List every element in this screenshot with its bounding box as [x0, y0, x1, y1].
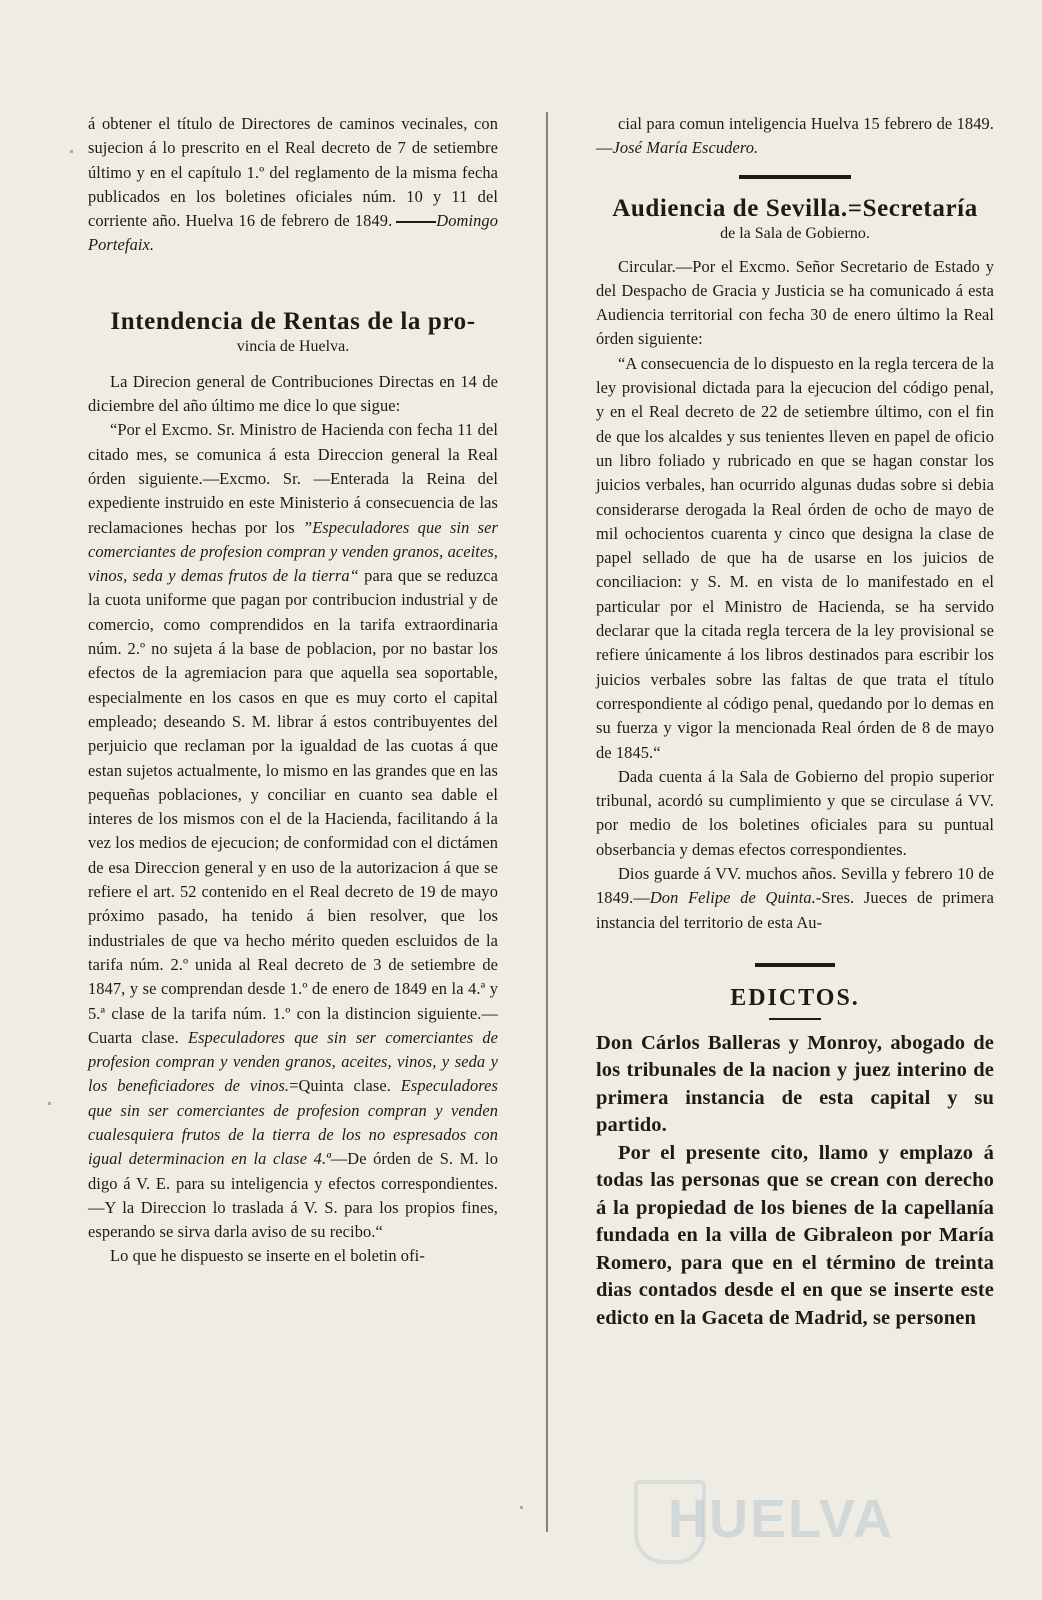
- paragraph: [596, 862, 994, 935]
- paragraph: [88, 418, 498, 1244]
- italic-text: Especuladores que sin ser comerciantes de profesion compran y venden granos, aceites, vinos, y seda y los beneficiadores de vinos.: [88, 1027, 498, 1096]
- section-rule: [755, 963, 835, 967]
- section-subheading: vincia de Huelva.: [236, 337, 350, 355]
- paragraph: [88, 112, 498, 258]
- edict-heading: EDICTOS.: [730, 984, 860, 1011]
- section-subheading: de la Sala de Gobierno.: [720, 224, 870, 242]
- print-speck: [70, 150, 73, 153]
- signature: José María Escudero.: [612, 138, 759, 158]
- right-column: [596, 112, 994, 1332]
- paragraph-text: —De órden de S. M. lo digo á V. E. para su inteligencia y efectos correspondientes.—Y la Direccion lo traslada á V. S. para los propios fines, esperando se sirva darla aviso de su recibo.“: [88, 1149, 498, 1242]
- left-column: [88, 112, 498, 1269]
- print-speck: [520, 1506, 523, 1509]
- paragraph-text: para que se reduzca la cuota uniforme que pagan por contribucion industrial y de comercio, como comprendidos en la tarifa extraordinaria núm. 2.º no sujeta á la base de poblacion, por no bastar los efectos de la agremiacion para que aquella sea soportable, especialmente en los casos en que es muy corto el capital empleado; deseando S. M. librar á estos contribuyentes del perjuicio que reclaman por la igualdad de las cuotas á que estan sujetos actualmente, lo mismo en las grandes que en las pequeñas poblaciones, y conciliar en cuanto sea dable el interes de los mismos con el de la Hacienda, facilitando á la vez los medios de ejecucion; de conformidad con el dictámen de esa Direccion general y en uso de la autorizacion á que se refiere el art. 52 contenido en el Real decreto de 19 de mayo próximo pasado, ha tenido á bien resolver, que los industriales de que va hecho mérito queden escluidos de la tarifa núm. 2.º unida al Real decreto de 3 de setiembre de 1847, y se comprendan desde 1.º de enero de 1849 en la 4.ª y 5.ª clase de la tarifa núm. 1.º con la distincion siguiente.— Cuarta clase.: [88, 566, 499, 1047]
- edict-paragraph: Por el presente cito, llamo y emplazo á todas las personas que se crean con derecho á la propiedad de los bienes de la capellanía fundada en la villa de Gibraleon por María Romero, para que en el término de treinta dias contados desde el en que se inserte este edicto en la Gaceta de Madrid, se personen: [596, 1141, 994, 1329]
- edict-body: [596, 1030, 994, 1333]
- paragraph: “A consecuencia de lo dispuesto en la regla tercera de la ley provisional dictada para la ejecucion del código penal, y en el Real decreto de 22 de setiembre último, con el fin de que los alcaldes y sus tenientes lleven en papel de oficio un libro foliado y rubricado en que se hagan constar los juicios verbales, han ocurrido algunas dudas sobre si debia considerarse derogada la Real órden de ocho de mayo de mil ochocientos cuarenta y cinco que designa la clase de papel sellado de que ha de usarse en los juicios de conciliacion: y S. M. en vista de lo manifestado en el particular por el Ministro de Hacienda, se ha servido declarar que la citada regla tercera de la ley provisional se refiere únicamente á los libros destinados para escribir los juicios verbales sobre las faltas de que trata el título correspondiente al código penal, quedando por lo demas en su fuerza y vigor la mencionada Real órden de 8 de mayo de 1845.“: [596, 353, 994, 762]
- paragraph: Dada cuenta á la Sala de Gobierno del propio superior tribunal, acordó su cumplimiento y que se circulase á VV. por medio de los boletines oficiales para su puntual obserbancia y demas efectos correspondientes.: [596, 766, 994, 859]
- section-heading: Intendencia de Rentas de la pro-: [110, 307, 476, 335]
- edict-paragraph: Don Cárlos Balleras y Monroy, abogado de los tribunales de la nacion y juez interino de primera instancia de esta capital y su partido.: [596, 1031, 994, 1137]
- paragraph: Circular.—Por el Excmo. Señor Secretario de Estado y del Despacho de Gracia y Justicia se ha comunicado á esta Audiencia territorial con fecha 30 de enero último la Real órden siguiente:: [596, 256, 994, 349]
- italic-text: ”Especuladores que sin ser comerciantes de profesion compran y venden granos, aceites, vinos, seda y demas frutos de la tierra“: [88, 517, 498, 586]
- paragraph-text: cial para comun inteligencia Huelva 15 febrero de 1849.—: [596, 114, 994, 158]
- italic-text: Especuladores que sin ser comerciantes de profesion compran y venden cualesquiera frutos de la tierra de los no espresados con igual determinacion en la clase 4.ª: [88, 1076, 498, 1169]
- paragraph-text: =Quinta clase.: [289, 1076, 391, 1096]
- print-speck: [48, 1102, 51, 1105]
- paragraph-text: á obtener el título de Directores de caminos vecinales, con sujecion á lo prescrito en el Real decreto de 7 de setiembre último y en el capítulo 1.º del reglamento de la misma fecha publicados en los boletines oficiales núm. 10 y 11 del corriente año. Huelva 16 de febrero de 1849.: [88, 114, 498, 231]
- column-divider: [546, 112, 548, 1532]
- archive-watermark: HUELVA: [668, 1489, 894, 1549]
- paragraph-text: Dios guarde á VV. muchos años. Sevilla y febrero 10 de 1849.—: [596, 864, 994, 908]
- paragraph: [596, 112, 994, 161]
- signature: Domingo Portefaix.: [88, 211, 498, 255]
- paragraph: La Direcion general de Contribuciones Directas en 14 de diciembre del año último me dice lo que sigue:: [88, 371, 498, 416]
- dash-rule: [396, 221, 436, 223]
- signature: Don Felipe de Quinta.: [649, 888, 816, 908]
- paragraph-text: -Sres. Jueces de primera instancia del territorio de esta Au-: [596, 888, 994, 932]
- paragraph-text: “Por el Excmo. Sr. Ministro de Hacienda con fecha 11 del citado mes, se comunica á esta Direccion general la Real órden siguiente.—Excmo. Sr. —Enterada la Reina del expediente instruido en este Ministerio á consecuencia de las reclamaciones hechas por los: [88, 420, 498, 537]
- section-heading: Audiencia de Sevilla.=Secretaría: [612, 194, 978, 222]
- paragraph: Lo que he dispuesto se inserte en el boletin ofi-: [110, 1246, 425, 1266]
